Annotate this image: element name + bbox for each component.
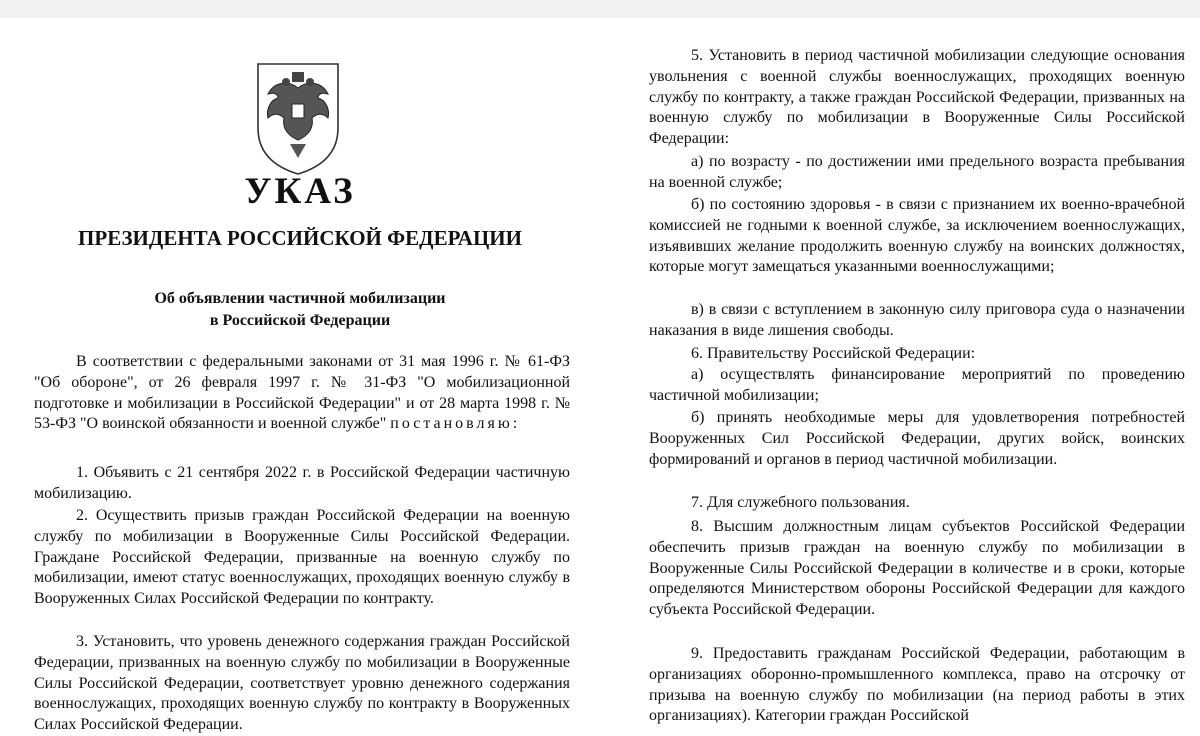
item-6-a: а) осуществлять финансирование мероприятий по проведению частичной мобилизации; xyxy=(649,366,1185,404)
item-6: 6. Правительству Российской Федерации: xyxy=(691,345,976,362)
page-left xyxy=(0,18,590,734)
preamble-text: В соответствии с федеральными законами от 31 мая 1996 г. № 61-ФЗ "Об обороне", от 26 февраля 1997 г. № 31-ФЗ "О мобилизационной подготовке и мобилизации в Российской Федерации" и от 28 марта 1998 г. № 53-ФЗ "О воинской обязанности и военной службе" xyxy=(34,353,570,433)
decree-title: УКАЗ xyxy=(244,171,356,212)
item-1: 1. Объявить с 21 сентября 2022 г. в Российской Федерации частичную мобилизацию. xyxy=(34,464,570,502)
item-5-a: а) по возрасту - по достижении ими предельного возраста пребывания на военной службе; xyxy=(649,153,1185,191)
item-3: 3. Установить, что уровень денежного содержания граждан Российской Федерации, призванных на военную службу по мобилизации в Вооруженные Силы Российской Федерации, соответствует уровню денежного содержания военнослужащих, проходящих военную службу по контракту в Вооруженных Силах Российской Федерации. xyxy=(34,633,570,734)
decree-name-line-2: в Российской Федерации xyxy=(209,312,391,329)
item-5: 5. Установить в период частичной мобилизации следующие основания увольнения с военной службы военнослужащих, проходящих военную службу по контракту, а также граждан Российской Федерации, призванных на военную службу по мобилизации в Вооруженные Силы Российской Федерации: xyxy=(649,47,1185,148)
decree-name xyxy=(0,288,600,332)
resolve-word: постановляю: xyxy=(390,415,521,433)
item-9: 9. Предоставить гражданам Российской Федерации, работающим в организациях оборонно-промышленного комплекса, право на отсрочку от призыва на военную службу по мобилизации (на период работы в этих организациях). Категории граждан Российской xyxy=(649,645,1185,725)
preamble-paragraph xyxy=(34,352,570,435)
top-background-band xyxy=(0,0,1200,18)
item-7: 7. Для служебного пользования. xyxy=(691,494,910,511)
item-8: 8. Высшим должностным лицам субъектов Российской Федерации обеспечить призыв граждан на военную службу по мобилизации в Вооруженные Силы Российской Федерации в количестве и в сроки, которые определяются Министерством обороны Российской Федерации для каждого субъекта Российской Федерации. xyxy=(649,518,1185,619)
item-6-b: б) принять необходимые меры для удовлетворения потребностей Вооруженных Сил Российской Федерации, других войск, воинских формирований и органов в период частичной мобилизации. xyxy=(649,409,1185,468)
decree-subtitle: ПРЕЗИДЕНТА РОССИЙСКОЙ ФЕДЕРАЦИИ xyxy=(78,226,522,250)
item-2: 2. Осуществить призыв граждан Российской Федерации на военную службу по мобилизации в Вооруженные Силы Российской Федерации. Граждане Российской Федерации, призванные на военную службу по мобилизации, имеют статус военнослужащих, проходящих военную службу в Вооруженных Силах Российской Федерации по контракту. xyxy=(34,507,570,608)
page-right xyxy=(600,18,1200,725)
decree-name-line-1: Об объявлении частичной мобилизации xyxy=(154,290,446,307)
coat-of-arms-emblem xyxy=(248,58,348,176)
item-5-b: б) по состоянию здоровья - в связи с признанием их военно-врачебной комиссией не годными к военной службе, за исключением военнослужащих, изъявивших желание продолжить военную службу на воинских должностях, которые могут замещаться указанными военнослужащими; xyxy=(649,196,1185,276)
item-5-c: в) в связи с вступлением в законную силу приговора суда о назначении наказания в виде лишения свободы. xyxy=(649,301,1185,339)
